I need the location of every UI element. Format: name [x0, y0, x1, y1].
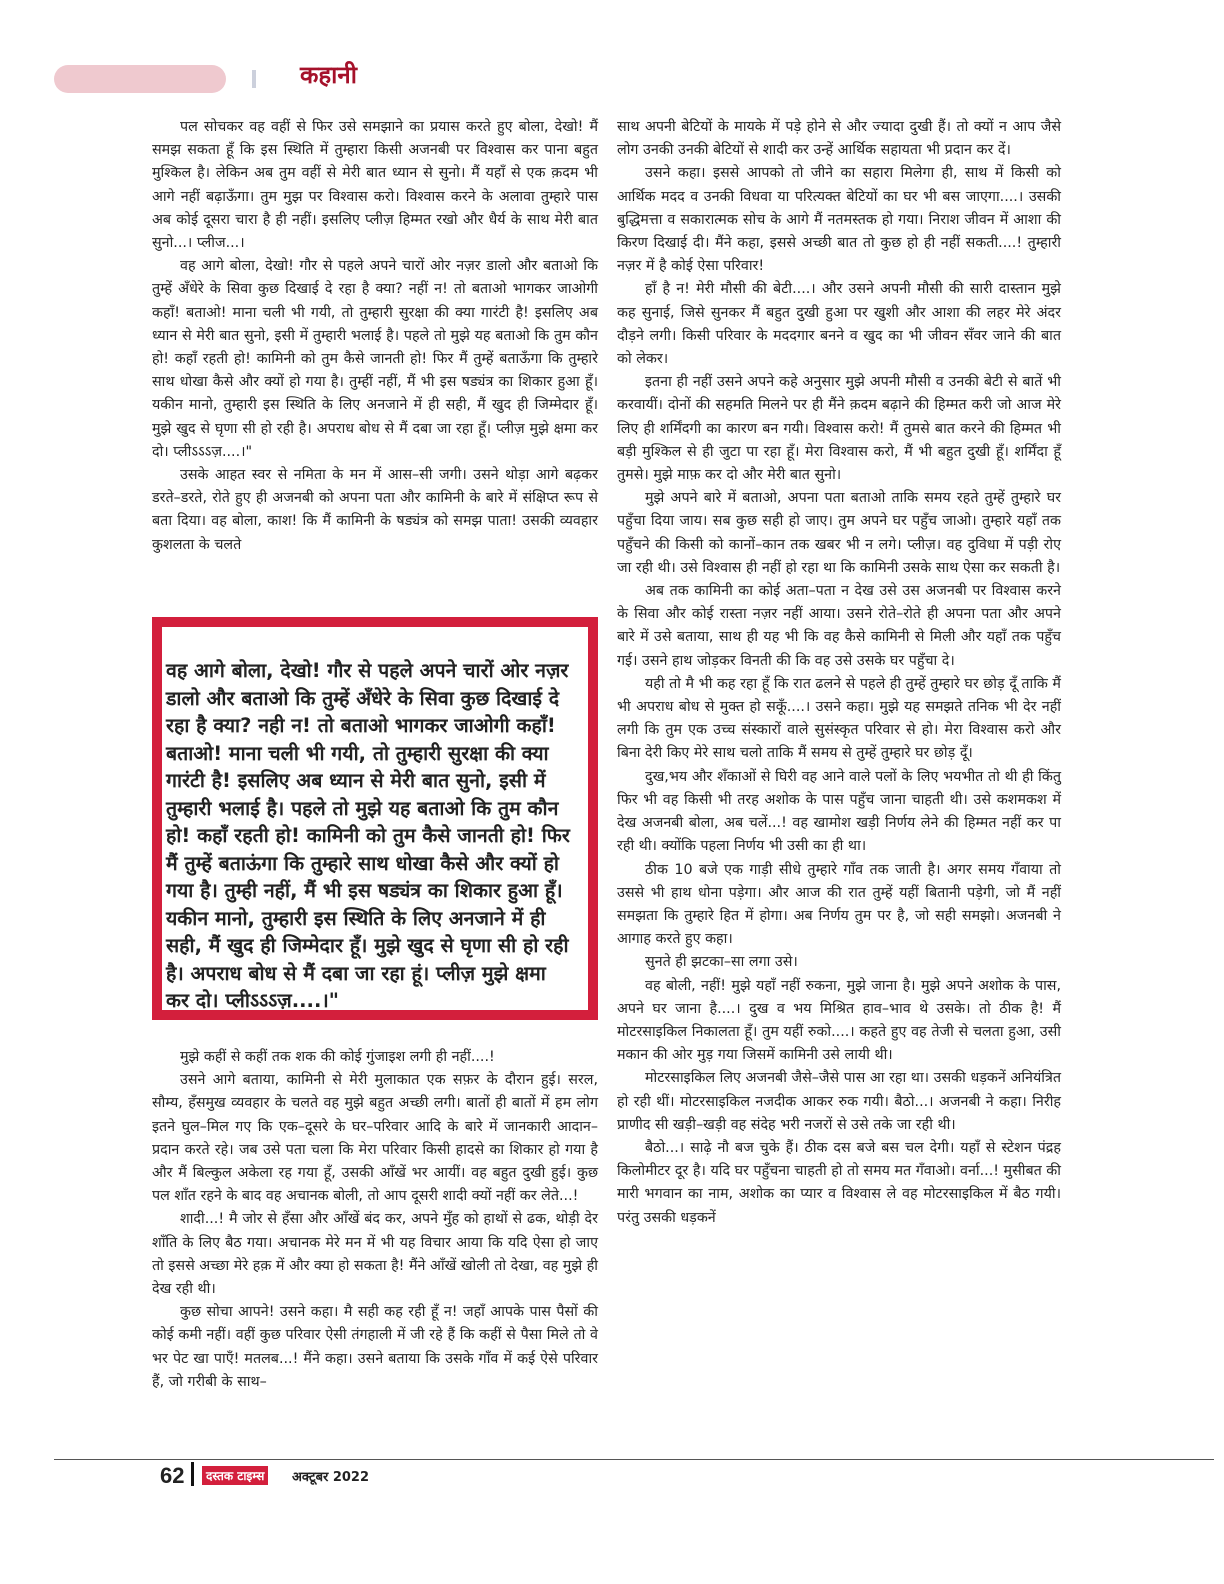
paragraph: अब तक कामिनी का कोई अता–पता न देख उसे उस अजनबी पर विश्वास करने के सिवा और कोई रास्ता नज़र नहीं आया। उसने रोते–रोते ही अपना पता और अपने बारे में उसे बताया, साथ ही यह भी कि वह कैसे कामिनी से मिली और यहाँ तक पहुँच गई। उसने हाथ जोड़कर विनती की कि वह उसे उसके घर पहुँचा दे।	[617, 583, 1061, 669]
paragraph: मुझे अपने बारे में बताओ, अपना पता बताओ ताकि समय रहते तुम्हें तुम्हारे घर पहुँचा दिया जाय। सब कुछ सही हो जाए। तुम अपने घर पहुँच जाओ। तुम्हारे यहाँ तक पहुँचने की किसी को कानों–कान तक खबर भी न लगे। प्लीज़। वह दुविधा में पड़ी रोए जा रही थी। उसे विश्वास ही नहीं हो रहा था कि कामिनी उसके साथ ऐसा कर सकती है।	[617, 490, 1061, 576]
paragraph: कुछ सोचा आपने! उसने कहा। मै सही कह रही हूँ न! जहाँ आपके पास पैसों की कोई कमी नहीं। वहीं कुछ परिवार ऐसी तंगहाली में जी रहे हैं कि कहीं से पैसा मिले तो वे भर पेट खा पाएँ! मतलब...! मैंने कहा। उसने बताया कि उसके गाँव में कई ऐसे परिवार हैं, जो गरीबी के साथ–	[152, 1304, 598, 1390]
paragraph: वह बोली, नहीं! मुझे यहाँ नहीं रुकना, मुझे जाना है। मुझे अपने अशोक के पास, अपने घर जाना है....। दुख व भय मिश्रित हाव–भाव थे उसके। तो ठीक है! मैं मोटरसाइकिल निकालता हूँ। तुम यहीं रुको....। कहते हुए वह तेजी से चलता हुआ, उसी मकान की ओर मुड़ गया जिसमें कामिनी उसे लायी थी।	[617, 977, 1061, 1064]
paragraph: उसके आहत स्वर से नमिता के मन में आस–सी जगी। उसने थोड़ा आगे बढ़कर डरते–डरते, रोते हुए ही अजनबी को अपना पता और कामिनी के बारे में संक्षिप्त रूप से बता दिया। वह बोला, काश! कि मैं कामिनी के षड्यंत्र को समझ पाता! उसकी व्यवहार कुशलता के चलते	[152, 467, 598, 553]
column-right	[617, 116, 1061, 1230]
section-title: कहानी	[300, 61, 357, 89]
header-pill-decoration	[54, 65, 226, 93]
paragraph: वह आगे बोला, देखो! गौर से पहले अपने चारों ओर नज़र डालो और बताओ कि तुम्हें अँधेरे के सिवा कुछ दिखाई दे रहा है क्या? नहीं न! तो बताओ भागकर जाओगी कहाँ! बताओ! माना चली भी गयी, तो तुम्हारी सुरक्षा की क्या गारंटी है! इसलिए अब ध्यान से मेरी बात सुनो, इसी में तुम्हारी भलाई है। पहले तो मुझे यह बताओ कि तुम कौन हो! कहाँ रहती हो! कामिनी को तुम कैसे जानती हो! फिर मैं तुम्हें बताऊँगा कि तुम्हारे साथ धोखा कैसे और क्यों हो गया है। तुम्हीं नहीं, मैं भी इस षड्यंत्र का शिकार हुआ हूँ। यकीन मानो, तुम्हारी इस स्थिति के लिए अनजाने में ही सही, मैं खुद ही जिम्मेदार हूँ। मुझे खुद से घृणा सी हो रही है। अपराध बोध से मैं दबा जा रहा हूँ। प्लीज़ मुझे क्षमा कर दो। प्लीऽऽऽज़....।"	[152, 258, 598, 460]
paragraph: उसने आगे बताया, कामिनी से मेरी मुलाकात एक सफ़र के दौरान हुई। सरल, सौम्य, हँसमुख व्यवहार के चलते वह मुझे बहुत अच्छी लगी। बातों ही बातों में हम लोग इतने घुल–मिल गए कि एक–दूसरे के घर–परिवार आदि के बारे में जानकारी आदान–प्रदान करते रहे। जब उसे पता चला कि मेरा परिवार किसी हादसे का शिकार हो गया है और मैं बिल्कुल अकेला रह गया हूँ, उसकी आँखें भर आयीं। वह बहुत दुखी हुई। कुछ पल शाँत रहने के बाद वह अचानक बोली, तो आप दूसरी शादी क्यों नहीं कर लेते...!	[152, 1072, 598, 1205]
paragraph: हाँ है न! मेरी मौसी की बेटी....। और उसने अपनी मौसी की सारी दास्तान मुझे कह सुनाई, जिसे सुनकर मैं बहुत दुखी हुआ पर खुशी और आशा की लहर मेरे अंदर दौड़ने लगी। किसी परिवार के मददगार बनने व खुद का भी जीवन सँवर जाने की बात को लेकर।	[617, 281, 1061, 368]
footer-separator	[191, 1462, 194, 1486]
paragraph: उसने कहा। इससे आपको तो जीने का सहारा मिलेगा ही, साथ में किसी को आर्थिक मदद व उनकी विधवा या परित्यक्त बेटियों का घर भी बस जाएगा....। उसकी बुद्धिमत्ता व सकारात्मक सोच के आगे मैं नतमस्तक हो गया। निराश जीवन में आशा की किरण दिखाई दी। मैंने कहा, इससे अच्छी बात तो कुछ हो ही नहीं सकती....! तुम्हारी नज़र में है कोई ऐसा परिवार!	[617, 165, 1061, 275]
paragraph: इतना ही नहीं उसने अपने कहे अनुसार मुझे अपनी मौसी व उनकी बेटी से बातें भी करवायीं। दोनों की सहमति मिलने पर ही मैंने क़दम बढ़ाने की हिम्मत करी जो आज मेरे लिए ही शर्मिंदगी का कारण बन गयी। विश्वास करो! मैं तुमसे बात करने की हिम्मत भी बड़ी मुश्किल से ही जुटा पा रहा हूँ। मेरा विश्वास करो, मैं भी बहुत दुखी हूँ। शर्मिंदा हूँ तुमसे। मुझे माफ़ कर दो और मेरी बात सुनो।	[617, 374, 1061, 484]
page-number: 62	[160, 1463, 185, 1488]
paragraph: ठीक 10 बजे एक गाड़ी सीधे तुम्हारे गाँव तक जाती है। अगर समय गँवाया तो उससे भी हाथ धोना पड़ेगा। और आज की रात तुम्हें यहीं बितानी पड़ेगी, जो मैं नहीं समझता कि तुम्हारे हित में होगा। अब निर्णय तुम पर है, जो सही समझो। अजनबी ने आगाह करते हुए कहा।	[617, 861, 1061, 948]
paragraph: साथ अपनी बेटियों के मायके में पड़े होने से और ज्यादा दुखी हैं। तो क्यों न आप जैसे लोग उनकी उनकी बेटियों से शादी कर उन्हें आर्थिक सहायता भी प्रदान कर दें।	[617, 119, 1061, 159]
column-left-top	[152, 116, 598, 557]
paragraph: मुझे कहीं से कहीं तक शक की कोई गुंजाइश लगी ही नहीं....!	[180, 1049, 495, 1065]
footer-rule	[54, 1459, 1214, 1460]
paragraph: मोटरसाइकिल लिए अजनबी जैसे–जैसे पास आ रहा था। उसकी धड़कनें अनियंत्रित हो रही थीं। मोटरसाइकिल नजदीक आकर रुक गयी। बैठो...। अजनबी ने कहा। निरीह प्राणीद सी खड़ी–खड़ी वह संदेह भरी नजरों से उसे तके जा रही थी।	[617, 1070, 1061, 1133]
paragraph: यही तो मै भी कह रहा हूँ कि रात ढलने से पहले ही तुम्हें तुम्हारे घर छोड़ दूँ ताकि मैं भी अपराध बोध से मुक्त हो सकूँ....। उसने कहा। मुझे यह समझते तनिक भी देर नहीं लगी कि तुम एक उच्च संस्कारों वाले सुसंस्कृत परिवार से हो। मेरा विश्वास करो और बिना देरी किए मेरे साथ चलो ताकि मैं समय से तुम्हें तुम्हारे घर छोड़ दूँ।	[617, 675, 1061, 762]
column-left-bottom	[152, 1046, 598, 1394]
header-separator	[252, 70, 256, 88]
paragraph: शादी...! मै जोर से हँसा और आँखें बंद कर, अपने मुँह को हाथों से ढक, थोड़ी देर शाँति के लिए बैठ गया। अचानक मेरे मन में भी यह विचार आया कि यदि ऐसा हो जाए तो इससे अच्छा मेरे हक़ में और क्या हो सकता है! मैंने आँखें खोली तो देखा, वह मुझे ही देख रही थी।	[152, 1211, 598, 1298]
paragraph: दुख,भय और शँकाओं से घिरी वह आने वाले पलों के लिए भयभीत तो थी ही किंतु फिर भी वह किसी भी तरह अशोक के पास पहुँच जाना चाहती थी। उसे कशमकश में देख अजनबी बोला, अब चलें...! वह खामोश खड़ी निर्णय लेने की हिम्मत नहीं कर पा रही थी। क्योंकि पहला निर्णय भी उसी का ही था।	[617, 768, 1061, 855]
paragraph: सुनते ही झटका–सा लगा उसे।	[645, 954, 798, 971]
pull-quote-text: वह आगे बोला, देखो! गौर से पहले अपने चारों ओर नज़र डालो और बताओ कि तुम्हें अँधेरे के सिवा कुछ दिखाई दे रहा है क्या? नही न! तो बताओ भागकर जाओगी कहाँ! बताओ! माना चली भी गयी, तो तुम्हारी सुरक्षा की क्या गारंटी है! इसलिए अब ध्यान से मेरी बात सुनो, इसी में तुम्हारी भलाई है। पहले तो मुझे यह बताओ कि तुम कौन हो! कहाँ रहती हो! कामिनी को तुम कैसे जानती हो! फिर मैं तुम्हें बताऊंगा कि तुम्हारे साथ धोखा कैसे और क्यों हो गया है। तुम्ही नहीं, मैं भी इस षड्यंत्र का शिकार हुआ हूँ। यकीन मानो, तुम्हारी इस स्थिति के लिए अनजाने में ही सही, मैं खुद ही जिम्मेदार हूँ। मुझे खुद से घृणा सी हो रही है। अपराध बोध से मैं दबा जा रहा हूं। प्लीज़ मुझे क्षमा कर दो। प्लीऽऽऽज़....।"	[166, 659, 570, 1012]
pull-quote-box	[152, 617, 598, 1020]
paragraph: पल सोचकर वह वहीं से फिर उसे समझाने का प्रयास करते हुए बोला, देखो! मैं समझ सकता हूँ कि इस स्थिति में तुम्हारा किसी अजनबी पर विश्वास कर पाना बहुत मुश्किल है। लेकिन अब तुम वहीं से मेरी बात ध्यान से सुनो। मैं यहाँ से एक क़दम भी आगे नहीं बढ़ाऊँगा। तुम मुझ पर विश्वास करो। विश्वास करने के अलावा तुम्हारे पास अब कोई दूसरा चारा है ही नहीं। इसलिए प्लीज़ हिम्मत रखो और धैर्य के साथ मेरी बात सुनो...। प्लीज...।	[152, 119, 598, 252]
magazine-logo: दस्तक टाइम्स	[202, 1466, 268, 1485]
issue-date: अक्टूबर 2022	[292, 1470, 370, 1485]
paragraph: बैठो...। साढ़े नौ बज चुके हैं। ठीक दस बजे बस चल देगी। यहाँ से स्टेशन पंद्रह किलोमीटर दूर है। यदि घर पहुँचना चाहती हो तो समय मत गँवाओ। वर्ना...! मुसीबत की मारी भगवान का नाम, अशोक का प्यार व विश्वास ले वह मोटरसाइकिल में बैठ गयी। परंतु उसकी धड़कनें	[617, 1139, 1061, 1226]
